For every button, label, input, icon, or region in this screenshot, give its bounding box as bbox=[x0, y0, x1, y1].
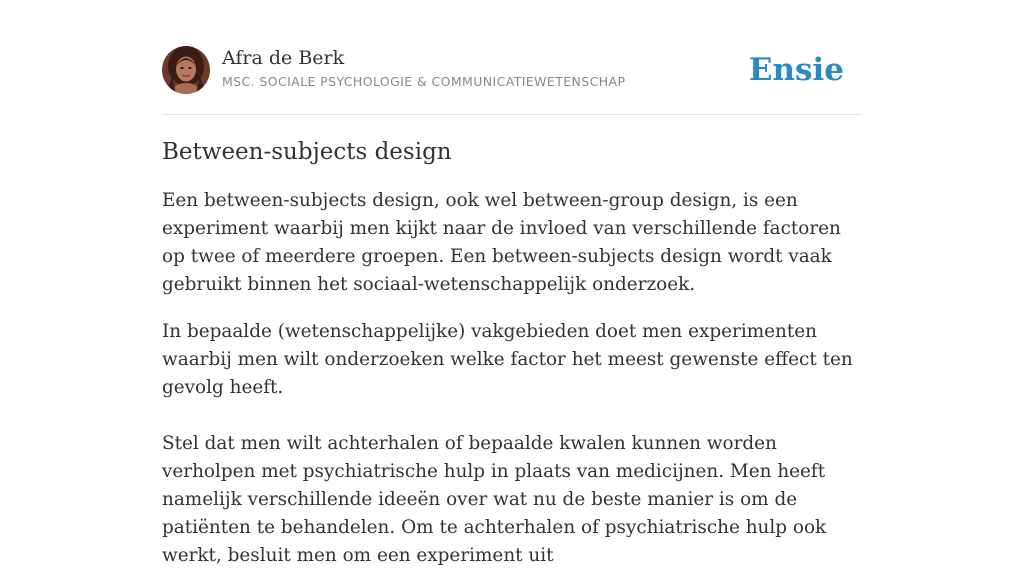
article-body bbox=[162, 136, 862, 570]
author-avatar[interactable] bbox=[162, 46, 210, 94]
article-paragraph: In bepaalde (wetenschappelijke) vakgebieden doet men experimenten waarbij men wilt onderzoeken welke factor het meest gewenste effect ten gevolg heeft. bbox=[162, 321, 853, 398]
article-paragraph: Een between-subjects design, ook wel between-group design, is een experiment waarbij men kijkt naar de invloed van verschillende factoren op twee of meerdere groepen. Een between-subjects design wordt vaak gebruikt binnen het sociaal-wetenschappelijk onderzoek. bbox=[162, 190, 841, 295]
author-credentials: MSC. SOCIALE PSYCHOLOGIE & COMMUNICATIEWETENSCHAP bbox=[222, 74, 626, 89]
article-paragraph: Stel dat men wilt achterhalen of bepaalde kwalen kunnen worden verholpen met psychiatrische hulp in plaats van medicijnen. Men heeft namelijk verschillende ideeën over wat nu de beste manier is om de patiënten te behandelen. Om te achterhalen of psychiatrische hulp ook werkt, besluit men om een experiment uit bbox=[162, 433, 827, 566]
author-name[interactable]: Afra de Berk bbox=[222, 47, 345, 69]
ensie-logo-link[interactable]: Ensie bbox=[748, 52, 844, 88]
article-header bbox=[162, 46, 862, 115]
author-avatar-photo bbox=[162, 46, 210, 94]
article-title: Between-subjects design bbox=[162, 139, 452, 165]
